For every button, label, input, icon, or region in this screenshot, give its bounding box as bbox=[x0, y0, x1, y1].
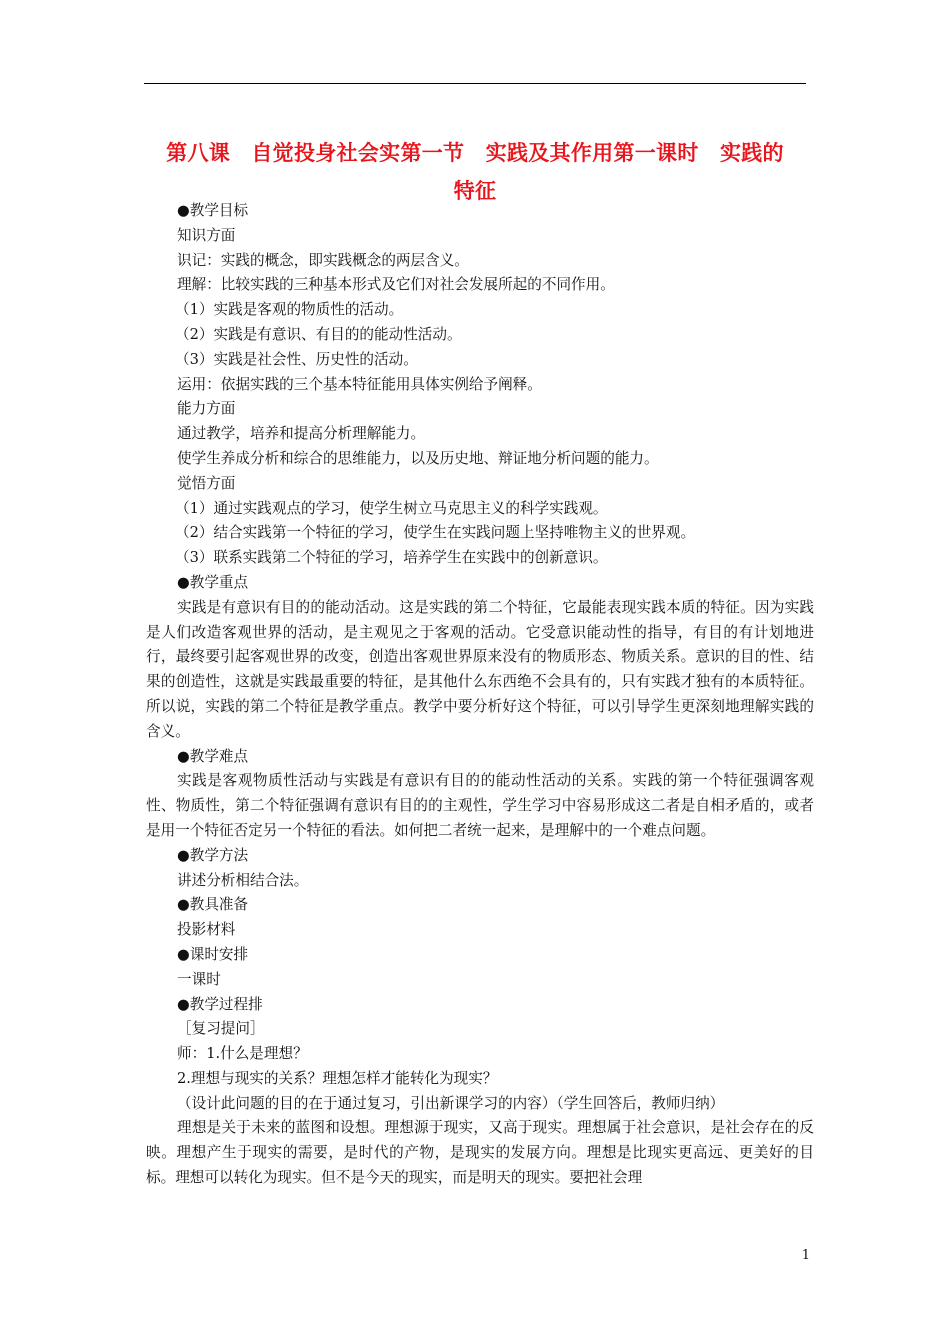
text-question-2: 2.理想与现实的关系？理想怎样才能转化为现实？ bbox=[177, 1069, 498, 1087]
heading-difficult-point: ●教学难点 bbox=[177, 747, 249, 765]
list-item-a1: （1）通过实践观点的学习，使学生树立马克思主义的科学实践观。 bbox=[175, 499, 608, 517]
header-rule bbox=[144, 83, 806, 84]
paragraph-difficult-point: 实践是客观物质性活动与实践是有意识有目的的能动性活动的关系。实践的第一个特征强调客观性、物质性，第二个特征强调有意识有目的的主观性，学生学习中容易形成这二者是自相矛盾的，或者是用一个特征否定另一个特征的看法。如何把二者统一起来，是理解中的一个难点问题。 bbox=[146, 772, 814, 839]
text-method: 讲述分析相结合法。 bbox=[177, 871, 309, 889]
text-remember: 识记：实践的概念，即实践概念的两层含义。 bbox=[177, 251, 469, 269]
text-question-1: 师：1.什么是理想？ bbox=[177, 1045, 308, 1063]
title-line-1: 第八课 自觉投身社会实第一节 实践及其作用第一课时 实践的 bbox=[166, 140, 784, 165]
paragraph-ideal: 理想是关于未来的蓝图和设想。理想源于现实，又高于现实。理想属于社会意识，是社会存在的反映。理想产生于现实的需要，是时代的产物，是现实的发展方向。理想是比现实更高远、更美好的目标。理想可以转化为现实。但不是今天的现实，而是明天的现实。要把社会理 bbox=[146, 1119, 814, 1187]
text-ability-1: 通过教学，培养和提高分析理解能力。 bbox=[177, 425, 426, 443]
text-schedule: 一课时 bbox=[177, 970, 221, 988]
title-line-2: 特征 bbox=[453, 178, 497, 203]
text-design-note: （设计此问题的目的在于通过复习，引出新课学习的内容）（学生回答后，教师归纳） bbox=[177, 1094, 725, 1112]
heading-teaching-process: ●教学过程排 bbox=[177, 995, 263, 1013]
subheading-awareness: 觉悟方面 bbox=[177, 474, 236, 492]
heading-teaching-goal: ●教学目标 bbox=[177, 202, 249, 219]
document-body bbox=[146, 199, 814, 1191]
text-apply: 运用：依据实践的三个基本特征能用具体实例给予阐释。 bbox=[177, 375, 542, 393]
heading-schedule: ●课时安排 bbox=[177, 945, 249, 963]
list-item-u3: （3）实践是社会性、历史性的活动。 bbox=[175, 350, 418, 368]
heading-key-point: ●教学重点 bbox=[177, 573, 249, 591]
list-item-a2: （2）结合实践第一个特征的学习，使学生在实践问题上坚持唯物主义的世界观。 bbox=[175, 524, 696, 542]
text-tools: 投影材料 bbox=[177, 921, 236, 939]
subheading-ability: 能力方面 bbox=[177, 400, 236, 418]
text-understand: 理解：比较实践的三种基本形式及它们对社会发展所起的不同作用。 bbox=[177, 276, 615, 294]
list-item-u2: （2）实践是有意识、有目的的能动性活动。 bbox=[175, 325, 462, 343]
text-ability-2: 使学生养成分析和综合的思维能力，以及历史地、辩证地分析问题的能力。 bbox=[177, 449, 659, 467]
text-review: ［复习提问］ bbox=[177, 1020, 265, 1038]
list-item-u1: （1）实践是客观的物质性的活动。 bbox=[175, 301, 404, 319]
heading-teaching-tools: ●教具准备 bbox=[177, 896, 249, 914]
paragraph-key-point: 实践是有意识有目的的能动活动。这是实践的第二个特征，它最能表现实践本质的特征。因为实践是人们改造客观世界的活动，是主观见之于客观的活动。它受意识能动性的指导，有目的有计划地进行，最终要引起客观世界的改变，创造出客观世界原来没有的物质形态、物质关系。意识的目的性、结果的创造性，这就是实践最重要的特征，是其他什么东西绝不会具有的，只有实践才独有的本质特征。所以说，实践的第二个特征是教学重点。教学中要分析好这个特征，可以引导学生更深刻地理解实践的含义。 bbox=[146, 598, 814, 740]
subheading-knowledge: 知识方面 bbox=[177, 226, 236, 244]
list-item-a3: （3）联系实践第二个特征的学习，培养学生在实践中的创新意识。 bbox=[175, 549, 608, 567]
page-number: 1 bbox=[801, 1248, 810, 1263]
heading-teaching-method: ●教学方法 bbox=[177, 846, 249, 864]
